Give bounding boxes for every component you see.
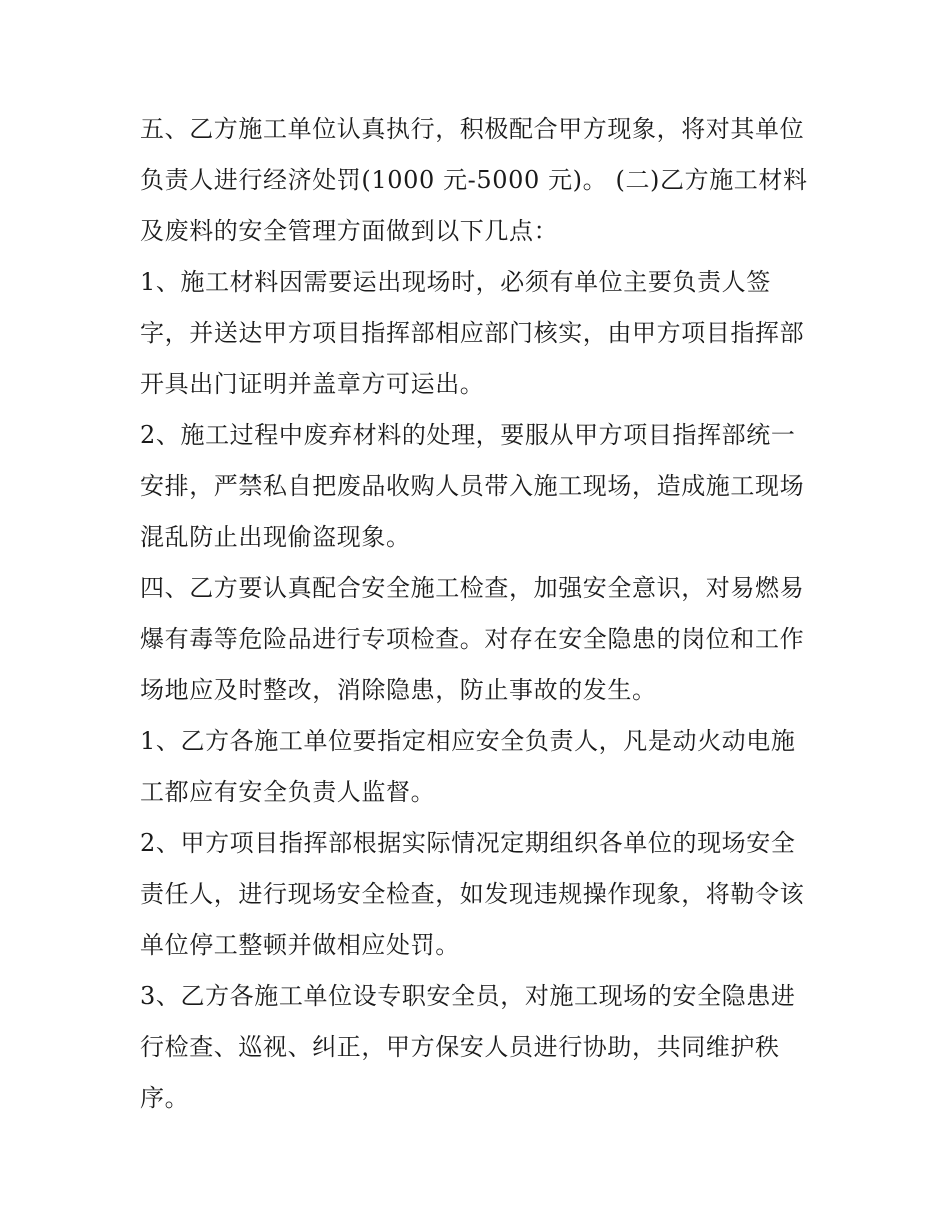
paragraph-safety-inspection: 四、乙方要认真配合安全施工检查，加强安全意识，对易燃易爆有毒等危险品进行专项检查。对存在安全隐患的岗位和工作场地应及时整改，消除隐患，防止事故的发生。 (140, 574, 805, 704)
paragraph-materials-removal: 1、施工材料因需要运出现场时，必须有单位主要负责人签字，并送达甲方项目指挥部相应部门核实，由甲方项目指挥部开具出门证明并盖章方可运出。 (140, 268, 805, 398)
document-body (140, 104, 816, 1124)
paragraph-safety-supervisor: 1、乙方各施工单位要指定相应安全负责人，凡是动火动电施工都应有安全负责人监督。 (140, 727, 796, 806)
paragraph-safety-officer: 3、乙方各施工单位设专职安全员，对施工现场的安全隐患进行检查、巡视、纠正，甲方保安人员进行协助，共同维护秩序。 (140, 982, 796, 1112)
paragraph-waste-handling: 2、施工过程中废弃材料的处理，要服从甲方项目指挥部统一安排，严禁私自把废品收购人员带入施工现场，造成施工现场混乱防止出现偷盗现象。 (140, 421, 805, 551)
paragraph-penalty-and-materials: 五、乙方施工单位认真执行，积极配合甲方现象，将对其单位负责人进行经济处罚(1000 元-5000 元)。 (二)乙方施工材料及废料的安全管理方面做到以下几点： (140, 115, 808, 245)
paragraph-periodic-inspection: 2、甲方项目指挥部根据实际情况定期组织各单位的现场安全责任人，进行现场安全检查，如发现违规操作现象，将勒令该单位停工整顿并做相应处罚。 (140, 829, 805, 959)
